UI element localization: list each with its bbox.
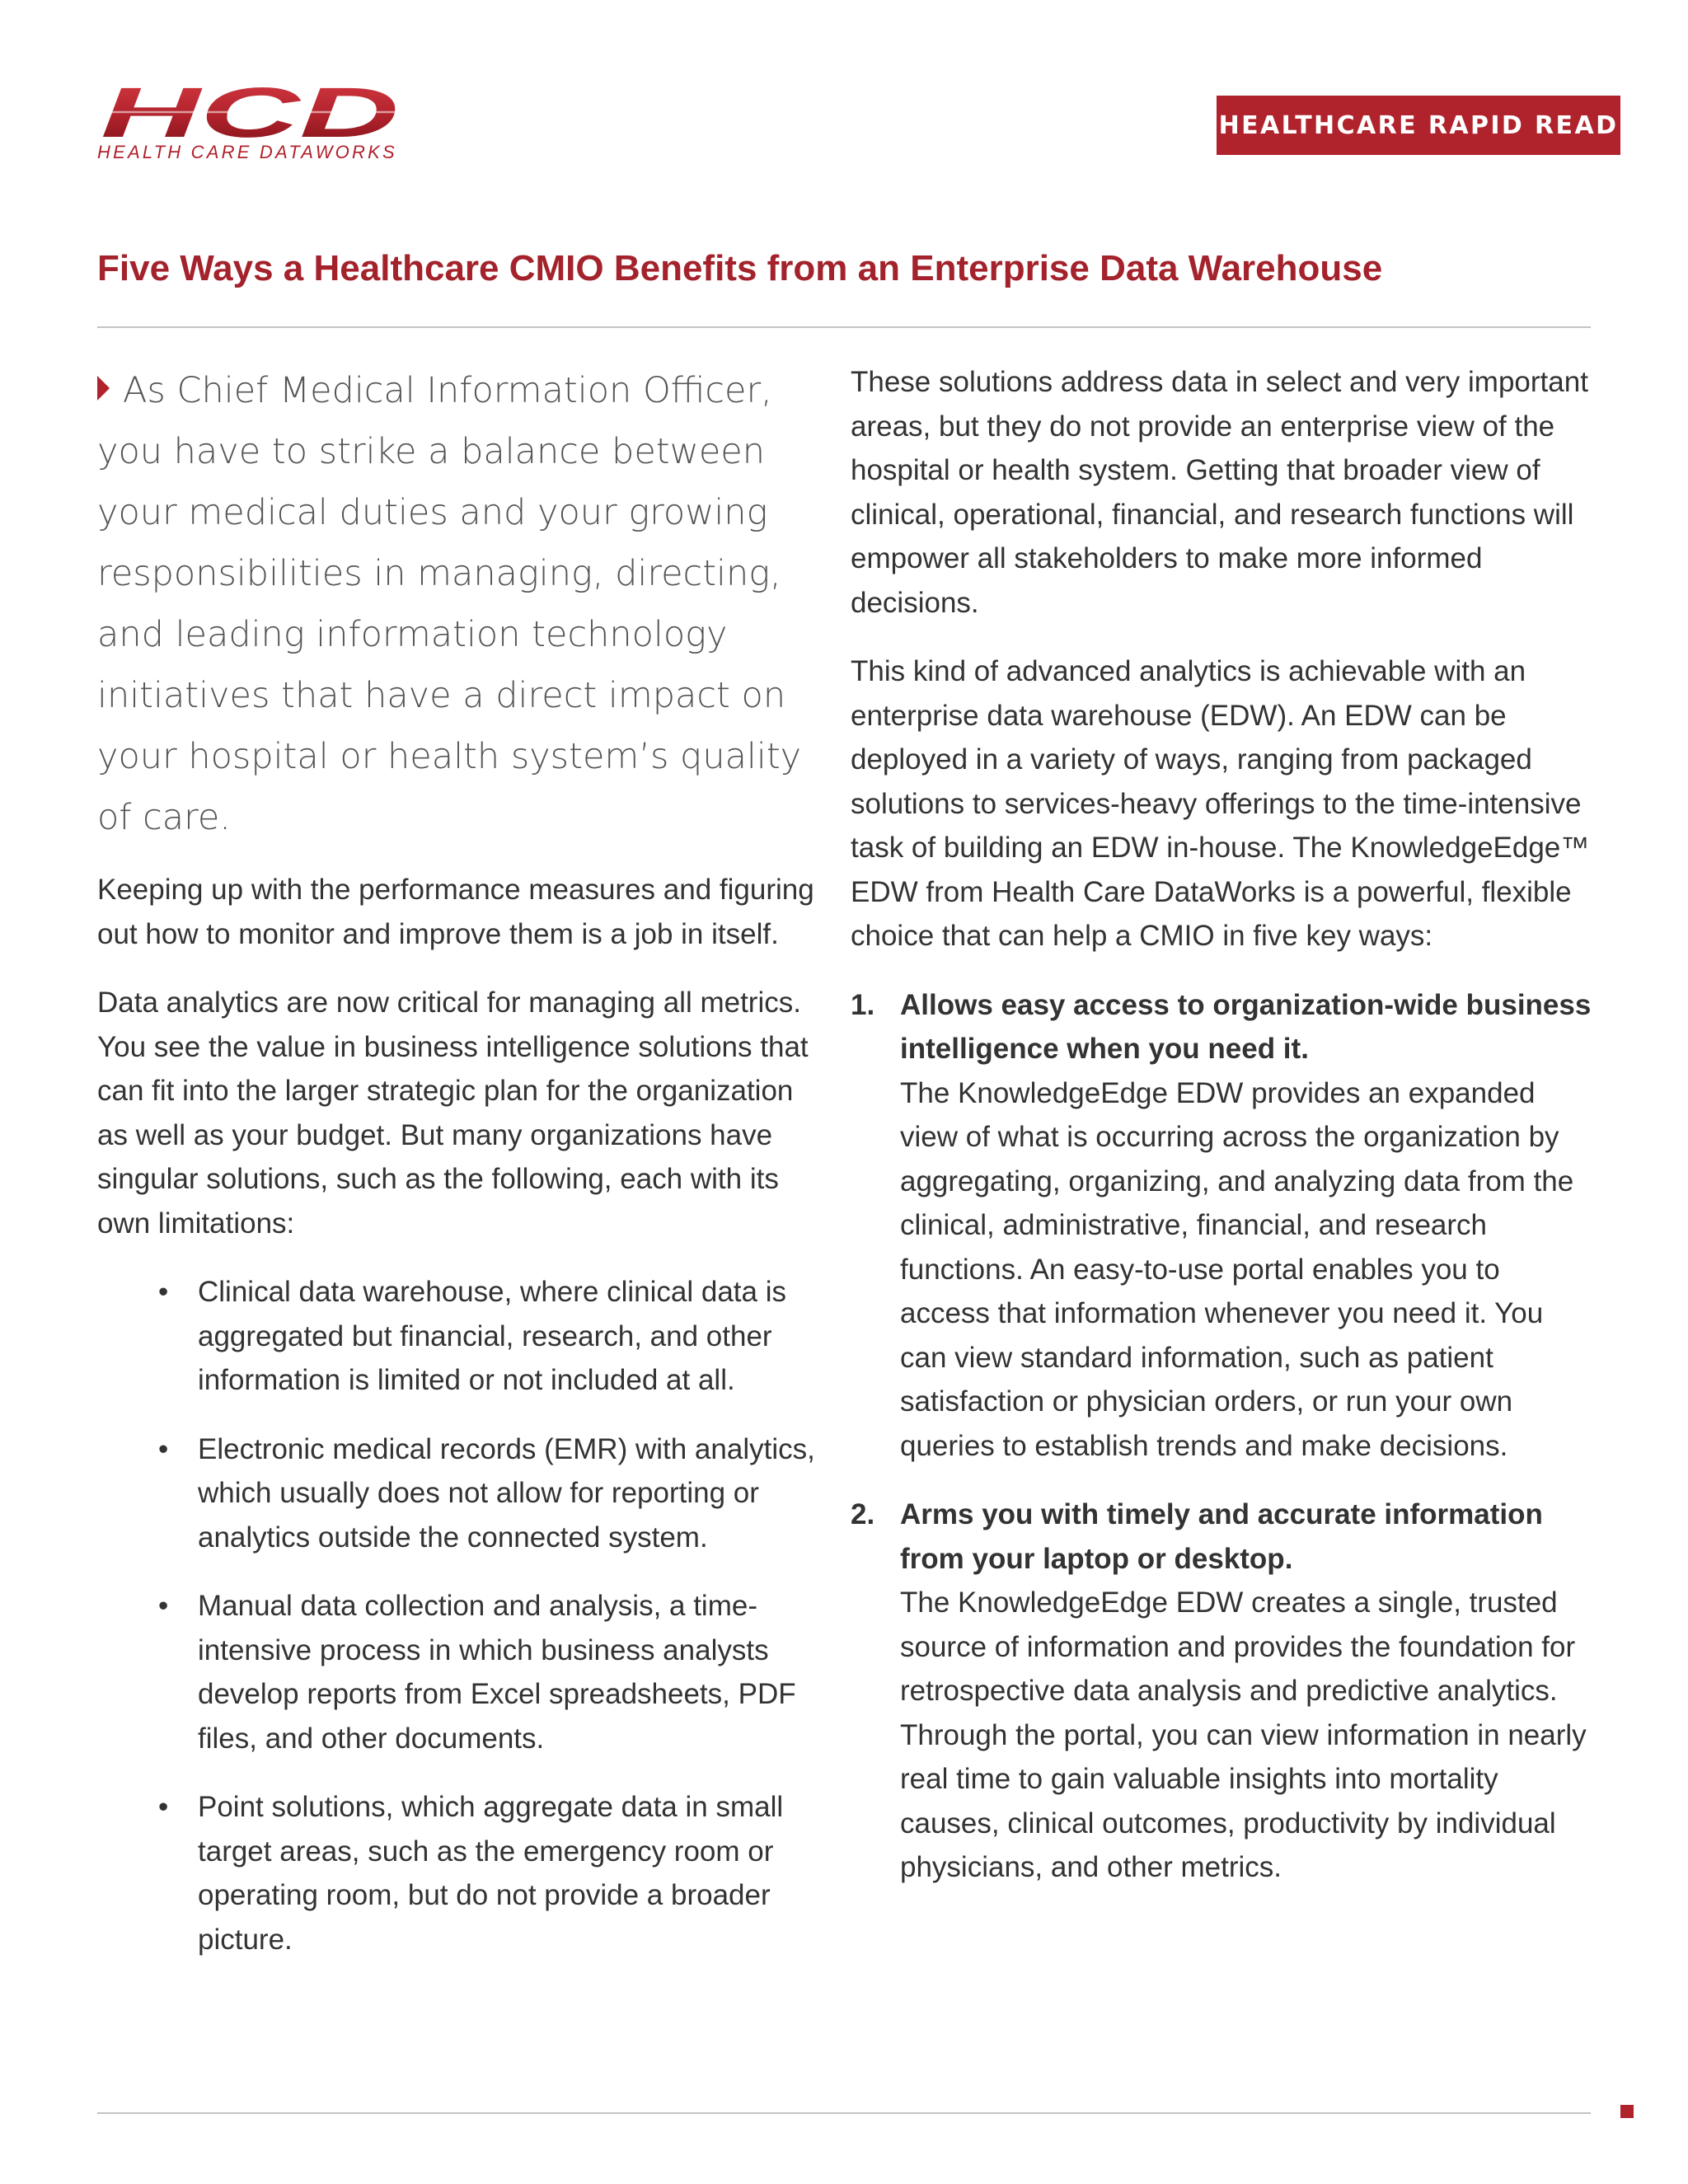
way-description: The KnowledgeEdge EDW provides an expanded view of what is occurring across the organization by aggregating, organizing, and analyzing data from the clinical, administrative, financial, and research functions. An easy-to-use portal enables you to access that information whenever you need it. You can view standard information, such as patient satisfaction or physician orders, or run your own queries to establish trends and make decisions. xyxy=(900,1076,1574,1462)
logo-tagline: HEALTH CARE DATAWORKS xyxy=(97,142,397,162)
footer-divider xyxy=(97,2112,1591,2114)
list-number: 2. xyxy=(851,1498,875,1530)
rapid-read-badge: HEALTHCARE RAPID READ xyxy=(1217,96,1620,155)
list-item: • Point solutions, which aggregate data in small target areas, such as the emergency room or operating room, but do not provide a broader picture. xyxy=(198,1785,823,1961)
list-item xyxy=(851,1493,1592,1890)
analytics-paragraph: Data analytics are now critical for managing all metrics. You see the value in business intelligence solutions that can fit into the larger strategic plan for the organization as well as your budget. But many organizations have singular solutions, such as the following, each with its own limitations: xyxy=(97,987,809,1240)
list-item xyxy=(851,983,1592,1469)
bullet-icon: • xyxy=(158,1791,169,1823)
list-item: • Electronic medical records (EMR) with analytics, which usually does not allow for reporting or analytics outside the connected system. xyxy=(198,1427,823,1560)
hcd-logo-text: HCD xyxy=(101,82,399,142)
solutions-paragraph: These solutions address data in select and very important areas, but they do not provide an enterprise view of the hospital or health system. Getting that broader view of clinical, operational, financial, and research functions will empower all stakeholders to make more informed decisions. xyxy=(851,366,1588,619)
list-number: 1. xyxy=(851,988,875,1021)
page-title: Five Ways a Healthcare CMIO Benefits from an Enterprise Data Warehouse xyxy=(97,248,1383,288)
performance-paragraph: Keeping up with the performance measures and figuring out how to monitor and improve them is a job in itself. xyxy=(97,874,814,950)
right-column xyxy=(851,360,1592,1915)
five-ways-list xyxy=(851,983,1592,1890)
hcd-logo-mark xyxy=(97,82,402,142)
triangle-right-icon xyxy=(97,376,110,401)
lead-text: As Chief Medical Information Officer, you have to strike a balance between your medical duties and your growing responsibilities in managing, directing, and leading information technology initiatives that have a direct impact on your hospital or health system’s quality of care. xyxy=(97,370,802,838)
way-heading: Allows easy access to organization-wide business intelligence when you need it. xyxy=(900,988,1592,1065)
list-item: • Clinical data warehouse, where clinical data is aggregated but financial, research, and other information is limited or not included at all. xyxy=(198,1270,823,1403)
limitations-list xyxy=(97,1270,823,1961)
left-column xyxy=(97,360,823,1986)
title-divider xyxy=(97,326,1591,328)
way-description: The KnowledgeEdge EDW creates a single, trusted source of information and provides the foundation for retrospective data analysis and predictive analytics. Through the portal, you can view information in nearly real time to gain valuable insights into mortality causes, clinical outcomes, productivity by individual physicians, and other metrics. xyxy=(900,1586,1587,1883)
bullet-icon: • xyxy=(158,1276,169,1308)
end-square-icon xyxy=(1620,2105,1634,2118)
lead-paragraph xyxy=(97,360,823,848)
bullet-icon: • xyxy=(158,1590,169,1622)
way-heading: Arms you with timely and accurate information from your laptop or desktop. xyxy=(900,1498,1543,1575)
edw-paragraph: This kind of advanced analytics is achievable with an enterprise data warehouse (EDW). An EDW can be deployed in a variety of ways, ranging from packaged solutions to services-heavy offerings to the time-intensive task of building an EDW in-house. The KnowledgeEdge™ EDW from Health Care DataWorks is a powerful, flexible choice that can help a CMIO in five key ways: xyxy=(851,655,1590,952)
bullet-icon: • xyxy=(158,1432,169,1465)
list-item: • Manual data collection and analysis, a time-intensive process in which business analysts develop reports from Excel spreadsheets, PDF files, and other documents. xyxy=(198,1584,823,1760)
hcd-logo xyxy=(97,82,402,170)
